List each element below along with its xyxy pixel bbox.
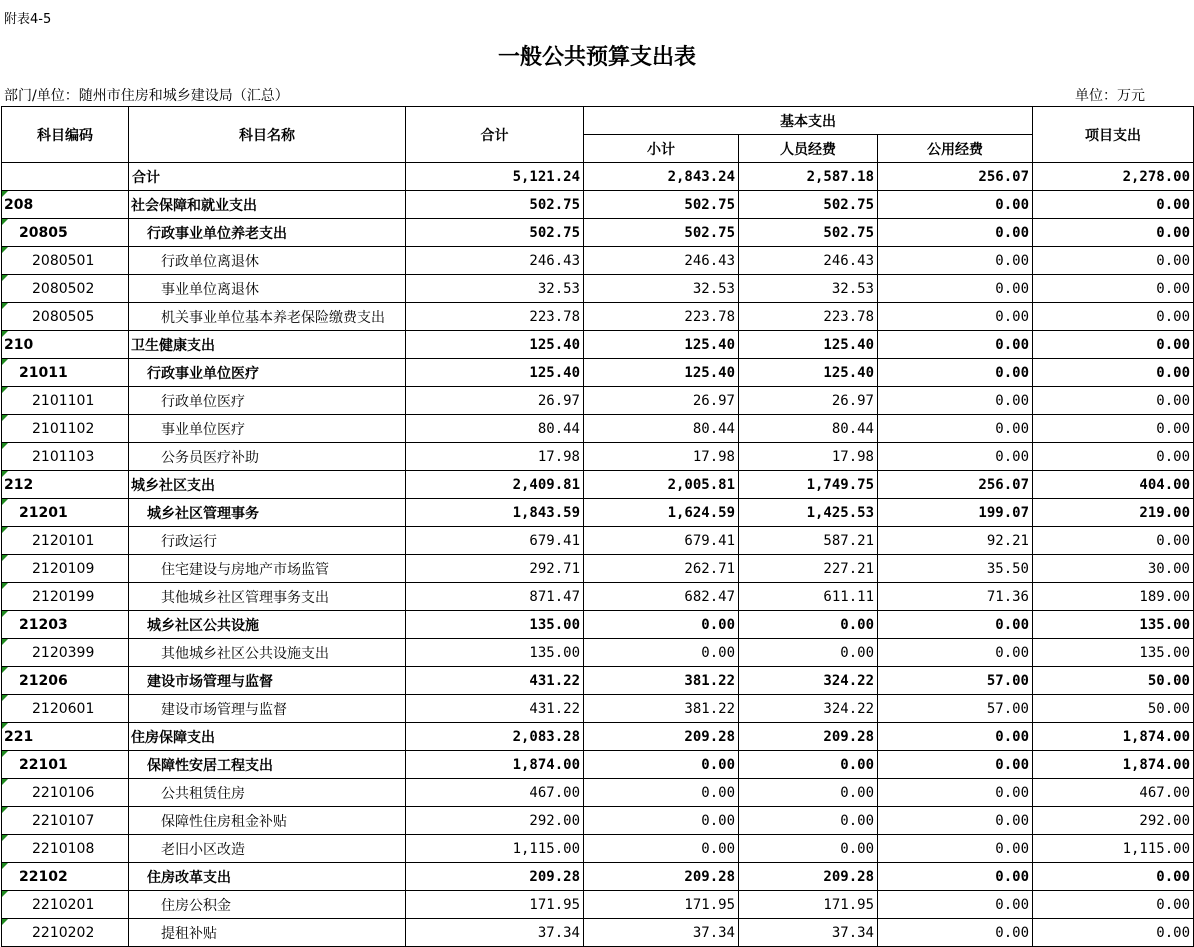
cell-name: 机关事业单位基本养老保险缴费支出 <box>129 303 406 331</box>
cell-name: 行政单位医疗 <box>129 387 406 415</box>
cell-subtotal: 17.98 <box>584 443 739 471</box>
table-row <box>2 583 1194 611</box>
cell-personnel: 125.40 <box>739 359 878 387</box>
table-row <box>2 191 1194 219</box>
cell-project: 0.00 <box>1033 891 1194 919</box>
cell-subtotal: 2,005.81 <box>584 471 739 499</box>
cell-personnel: 37.34 <box>739 919 878 947</box>
column-header-code: 科目编码 <box>2 107 129 163</box>
unit-label: 单位：万元 <box>1075 88 1145 104</box>
cell-public: 35.50 <box>878 555 1033 583</box>
cell-personnel: 0.00 <box>739 807 878 835</box>
cell-public: 256.07 <box>878 163 1033 191</box>
cell-code: 21206 <box>2 667 129 695</box>
cell-public: 92.21 <box>878 527 1033 555</box>
cell-personnel: 0.00 <box>739 751 878 779</box>
cell-subtotal: 682.47 <box>584 583 739 611</box>
cell-public: 57.00 <box>878 667 1033 695</box>
cell-public: 0.00 <box>878 303 1033 331</box>
table-row <box>2 331 1194 359</box>
cell-total: 2,083.28 <box>406 723 584 751</box>
cell-personnel: 246.43 <box>739 247 878 275</box>
cell-public: 0.00 <box>878 415 1033 443</box>
cell-public: 0.00 <box>878 779 1033 807</box>
cell-total: 292.00 <box>406 807 584 835</box>
cell-personnel: 324.22 <box>739 667 878 695</box>
cell-code: 21203 <box>2 611 129 639</box>
cell-project: 2,278.00 <box>1033 163 1194 191</box>
cell-name: 住宅建设与房地产市场监管 <box>129 555 406 583</box>
cell-subtotal: 1,624.59 <box>584 499 739 527</box>
cell-public: 199.07 <box>878 499 1033 527</box>
cell-personnel: 0.00 <box>739 835 878 863</box>
table-row <box>2 555 1194 583</box>
cell-name: 住房保障支出 <box>129 723 406 751</box>
cell-total: 246.43 <box>406 247 584 275</box>
table-row <box>2 499 1194 527</box>
cell-total: 135.00 <box>406 611 584 639</box>
cell-project: 30.00 <box>1033 555 1194 583</box>
cell-total: 26.97 <box>406 387 584 415</box>
cell-subtotal: 80.44 <box>584 415 739 443</box>
cell-name: 提租补贴 <box>129 919 406 947</box>
table-row <box>2 275 1194 303</box>
cell-name: 建设市场管理与监督 <box>129 667 406 695</box>
cell-total: 871.47 <box>406 583 584 611</box>
cell-name: 住房改革支出 <box>129 863 406 891</box>
cell-total: 171.95 <box>406 891 584 919</box>
cell-project: 219.00 <box>1033 499 1194 527</box>
cell-subtotal: 381.22 <box>584 695 739 723</box>
cell-code <box>2 163 129 191</box>
cell-public: 0.00 <box>878 863 1033 891</box>
table-row <box>2 695 1194 723</box>
cell-personnel: 1,749.75 <box>739 471 878 499</box>
cell-project: 50.00 <box>1033 695 1194 723</box>
cell-project: 0.00 <box>1033 919 1194 947</box>
cell-name: 合计 <box>129 163 406 191</box>
cell-personnel: 26.97 <box>739 387 878 415</box>
cell-public: 0.00 <box>878 331 1033 359</box>
cell-public: 0.00 <box>878 219 1033 247</box>
cell-total: 679.41 <box>406 527 584 555</box>
cell-subtotal: 209.28 <box>584 723 739 751</box>
cell-subtotal: 0.00 <box>584 611 739 639</box>
table-row <box>2 779 1194 807</box>
cell-project: 0.00 <box>1033 359 1194 387</box>
appendix-label: 附表4-5 <box>4 12 52 27</box>
cell-total: 2,409.81 <box>406 471 584 499</box>
cell-personnel: 209.28 <box>739 723 878 751</box>
cell-code: 2080505 <box>2 303 129 331</box>
cell-personnel: 32.53 <box>739 275 878 303</box>
cell-personnel: 611.11 <box>739 583 878 611</box>
cell-code: 2101102 <box>2 415 129 443</box>
cell-project: 404.00 <box>1033 471 1194 499</box>
cell-personnel: 0.00 <box>739 779 878 807</box>
cell-total: 502.75 <box>406 191 584 219</box>
cell-name: 事业单位医疗 <box>129 415 406 443</box>
cell-personnel: 171.95 <box>739 891 878 919</box>
cell-total: 431.22 <box>406 667 584 695</box>
cell-code: 2120601 <box>2 695 129 723</box>
cell-subtotal: 125.40 <box>584 359 739 387</box>
cell-subtotal: 0.00 <box>584 807 739 835</box>
cell-name: 老旧小区改造 <box>129 835 406 863</box>
cell-project: 0.00 <box>1033 415 1194 443</box>
cell-subtotal: 171.95 <box>584 891 739 919</box>
cell-project: 189.00 <box>1033 583 1194 611</box>
table-row <box>2 527 1194 555</box>
cell-project: 0.00 <box>1033 191 1194 219</box>
cell-name: 其他城乡社区公共设施支出 <box>129 639 406 667</box>
cell-subtotal: 209.28 <box>584 863 739 891</box>
cell-code: 2210106 <box>2 779 129 807</box>
cell-project: 1,874.00 <box>1033 723 1194 751</box>
cell-total: 32.53 <box>406 275 584 303</box>
table-row <box>2 639 1194 667</box>
cell-public: 0.00 <box>878 387 1033 415</box>
cell-project: 1,874.00 <box>1033 751 1194 779</box>
cell-name: 城乡社区支出 <box>129 471 406 499</box>
table-row <box>2 667 1194 695</box>
table-row <box>2 303 1194 331</box>
cell-code: 212 <box>2 471 129 499</box>
cell-subtotal: 26.97 <box>584 387 739 415</box>
cell-subtotal: 37.34 <box>584 919 739 947</box>
table-row <box>2 387 1194 415</box>
cell-total: 292.71 <box>406 555 584 583</box>
cell-subtotal: 502.75 <box>584 219 739 247</box>
cell-public: 0.00 <box>878 247 1033 275</box>
table-row <box>2 359 1194 387</box>
page-title: 一般公共预算支出表 <box>497 45 696 70</box>
cell-subtotal: 679.41 <box>584 527 739 555</box>
cell-project: 0.00 <box>1033 247 1194 275</box>
cell-code: 20805 <box>2 219 129 247</box>
cell-code: 2101101 <box>2 387 129 415</box>
cell-name: 行政事业单位养老支出 <box>129 219 406 247</box>
cell-public: 0.00 <box>878 611 1033 639</box>
cell-code: 2210108 <box>2 835 129 863</box>
cell-subtotal: 223.78 <box>584 303 739 331</box>
cell-public: 0.00 <box>878 891 1033 919</box>
table-row <box>2 835 1194 863</box>
cell-personnel: 587.21 <box>739 527 878 555</box>
cell-total: 17.98 <box>406 443 584 471</box>
cell-total: 37.34 <box>406 919 584 947</box>
cell-name: 公务员医疗补助 <box>129 443 406 471</box>
cell-name: 建设市场管理与监督 <box>129 695 406 723</box>
cell-total: 125.40 <box>406 331 584 359</box>
cell-project: 135.00 <box>1033 639 1194 667</box>
cell-project: 0.00 <box>1033 527 1194 555</box>
column-header-name: 科目名称 <box>129 107 406 163</box>
cell-project: 0.00 <box>1033 331 1194 359</box>
cell-subtotal: 0.00 <box>584 639 739 667</box>
cell-name: 卫生健康支出 <box>129 331 406 359</box>
cell-personnel: 80.44 <box>739 415 878 443</box>
cell-total: 135.00 <box>406 639 584 667</box>
cell-personnel: 2,587.18 <box>739 163 878 191</box>
budget-table <box>1 106 1194 947</box>
cell-code: 208 <box>2 191 129 219</box>
cell-code: 22102 <box>2 863 129 891</box>
cell-public: 0.00 <box>878 191 1033 219</box>
column-header-subtotal: 小计 <box>584 135 739 163</box>
cell-public: 0.00 <box>878 359 1033 387</box>
cell-code: 2120101 <box>2 527 129 555</box>
cell-code: 21011 <box>2 359 129 387</box>
cell-name: 住房公积金 <box>129 891 406 919</box>
cell-code: 221 <box>2 723 129 751</box>
cell-code: 2210202 <box>2 919 129 947</box>
cell-public: 256.07 <box>878 471 1033 499</box>
cell-personnel: 1,425.53 <box>739 499 878 527</box>
cell-code: 2120199 <box>2 583 129 611</box>
cell-total: 80.44 <box>406 415 584 443</box>
table-row <box>2 415 1194 443</box>
cell-project: 0.00 <box>1033 303 1194 331</box>
cell-name: 城乡社区公共设施 <box>129 611 406 639</box>
cell-name: 事业单位离退休 <box>129 275 406 303</box>
cell-name: 城乡社区管理事务 <box>129 499 406 527</box>
cell-personnel: 0.00 <box>739 639 878 667</box>
cell-public: 0.00 <box>878 723 1033 751</box>
cell-personnel: 223.78 <box>739 303 878 331</box>
cell-code: 22101 <box>2 751 129 779</box>
table-row <box>2 891 1194 919</box>
cell-subtotal: 246.43 <box>584 247 739 275</box>
cell-project: 0.00 <box>1033 443 1194 471</box>
cell-project: 0.00 <box>1033 219 1194 247</box>
table-row <box>2 919 1194 947</box>
table-row <box>2 611 1194 639</box>
cell-code: 2120109 <box>2 555 129 583</box>
cell-personnel: 502.75 <box>739 219 878 247</box>
cell-name: 保障性住房租金补贴 <box>129 807 406 835</box>
cell-personnel: 17.98 <box>739 443 878 471</box>
cell-project: 1,115.00 <box>1033 835 1194 863</box>
cell-project: 467.00 <box>1033 779 1194 807</box>
cell-total: 223.78 <box>406 303 584 331</box>
cell-project: 292.00 <box>1033 807 1194 835</box>
cell-subtotal: 0.00 <box>584 835 739 863</box>
cell-subtotal: 502.75 <box>584 191 739 219</box>
table-body <box>2 163 1194 947</box>
cell-subtotal: 2,843.24 <box>584 163 739 191</box>
cell-public: 71.36 <box>878 583 1033 611</box>
cell-personnel: 0.00 <box>739 611 878 639</box>
cell-project: 0.00 <box>1033 387 1194 415</box>
cell-subtotal: 381.22 <box>584 667 739 695</box>
cell-name: 保障性安居工程支出 <box>129 751 406 779</box>
column-header-total: 合计 <box>406 107 584 163</box>
table-row <box>2 247 1194 275</box>
table-row <box>2 863 1194 891</box>
cell-personnel: 209.28 <box>739 863 878 891</box>
table-row <box>2 723 1194 751</box>
cell-total: 1,874.00 <box>406 751 584 779</box>
cell-subtotal: 125.40 <box>584 331 739 359</box>
cell-subtotal: 0.00 <box>584 751 739 779</box>
column-header-project: 项目支出 <box>1033 107 1194 163</box>
cell-project: 0.00 <box>1033 275 1194 303</box>
column-header-personnel: 人员经费 <box>739 135 878 163</box>
cell-public: 0.00 <box>878 275 1033 303</box>
cell-subtotal: 262.71 <box>584 555 739 583</box>
cell-public: 57.00 <box>878 695 1033 723</box>
cell-code: 2101103 <box>2 443 129 471</box>
table-row <box>2 443 1194 471</box>
cell-name: 公共租赁住房 <box>129 779 406 807</box>
cell-project: 135.00 <box>1033 611 1194 639</box>
cell-project: 50.00 <box>1033 667 1194 695</box>
cell-code: 2210201 <box>2 891 129 919</box>
cell-subtotal: 0.00 <box>584 779 739 807</box>
table-row <box>2 219 1194 247</box>
table-row <box>2 163 1194 191</box>
cell-public: 0.00 <box>878 639 1033 667</box>
column-header-basic: 基本支出 <box>584 107 1033 135</box>
cell-total: 467.00 <box>406 779 584 807</box>
cell-public: 0.00 <box>878 919 1033 947</box>
cell-code: 210 <box>2 331 129 359</box>
cell-public: 0.00 <box>878 807 1033 835</box>
cell-personnel: 502.75 <box>739 191 878 219</box>
cell-personnel: 125.40 <box>739 331 878 359</box>
table-row <box>2 751 1194 779</box>
cell-project: 0.00 <box>1033 863 1194 891</box>
cell-code: 2210107 <box>2 807 129 835</box>
cell-name: 社会保障和就业支出 <box>129 191 406 219</box>
cell-code: 2120399 <box>2 639 129 667</box>
cell-public: 0.00 <box>878 751 1033 779</box>
cell-total: 502.75 <box>406 219 584 247</box>
cell-code: 2080502 <box>2 275 129 303</box>
cell-public: 0.00 <box>878 443 1033 471</box>
cell-total: 1,115.00 <box>406 835 584 863</box>
cell-code: 2080501 <box>2 247 129 275</box>
cell-total: 209.28 <box>406 863 584 891</box>
cell-name: 其他城乡社区管理事务支出 <box>129 583 406 611</box>
cell-total: 5,121.24 <box>406 163 584 191</box>
cell-name: 行政单位离退休 <box>129 247 406 275</box>
table-row <box>2 471 1194 499</box>
table-row <box>2 807 1194 835</box>
cell-subtotal: 32.53 <box>584 275 739 303</box>
cell-public: 0.00 <box>878 835 1033 863</box>
cell-personnel: 324.22 <box>739 695 878 723</box>
column-header-public: 公用经费 <box>878 135 1033 163</box>
cell-code: 21201 <box>2 499 129 527</box>
cell-total: 1,843.59 <box>406 499 584 527</box>
department-label: 部门/单位：随州市住房和城乡建设局（汇总） <box>4 88 289 104</box>
cell-total: 125.40 <box>406 359 584 387</box>
cell-personnel: 227.21 <box>739 555 878 583</box>
cell-name: 行政事业单位医疗 <box>129 359 406 387</box>
cell-name: 行政运行 <box>129 527 406 555</box>
cell-total: 431.22 <box>406 695 584 723</box>
